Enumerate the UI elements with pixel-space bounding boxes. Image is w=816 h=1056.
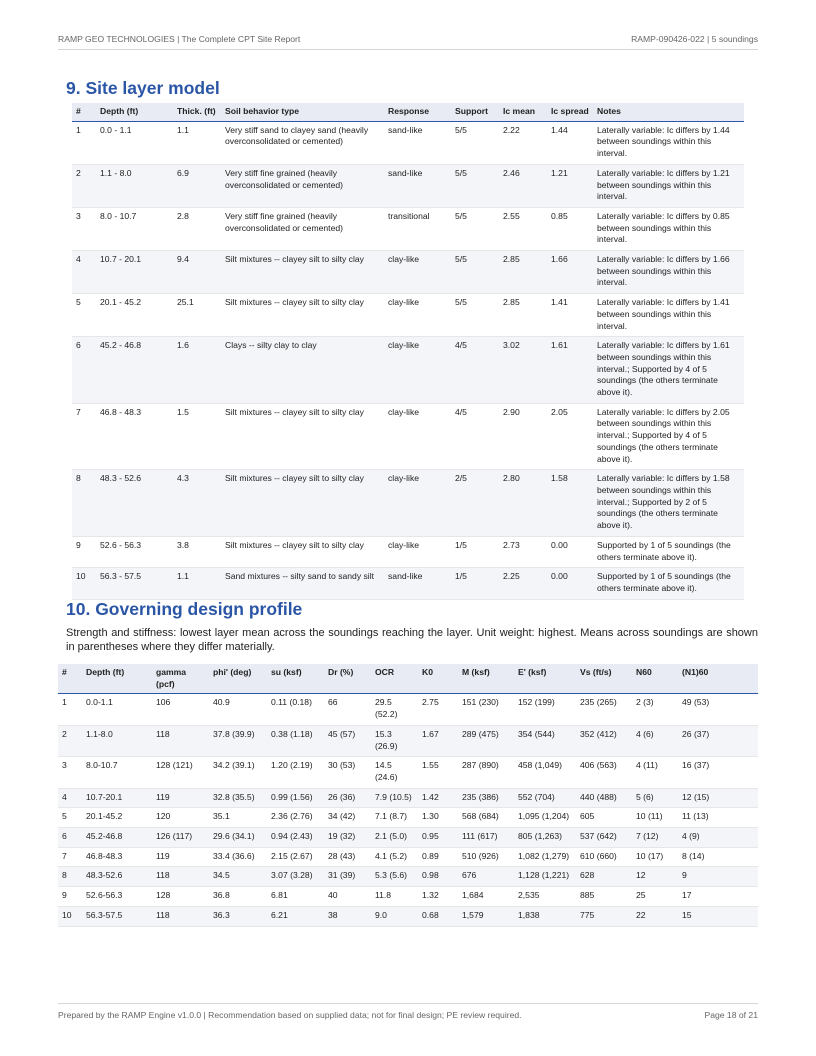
- table-cell: 1,095 (1,204): [514, 808, 576, 828]
- table-cell: Laterally variable: Ic differs by 1.58 between soundings within this interval.; Supported by 2 of 5 soundings (the others terminate above it).: [593, 470, 744, 537]
- table-cell: 552 (704): [514, 788, 576, 808]
- table-cell: 1.30: [418, 808, 458, 828]
- table-cell: 1.66: [547, 251, 593, 294]
- table-cell: sand-like: [384, 164, 451, 207]
- table-cell: 25.1: [173, 294, 221, 337]
- table-cell: 37.8 (39.9): [209, 725, 267, 756]
- table-cell: 9.4: [173, 251, 221, 294]
- table-cell: 2 (3): [632, 694, 678, 725]
- table-cell: 152 (199): [514, 694, 576, 725]
- table-cell: 537 (642): [576, 828, 632, 848]
- table-cell: 8: [58, 867, 82, 887]
- profile-row: [58, 847, 758, 867]
- table-cell: Very stiff fine grained (heavily overconsolidated or cemented): [221, 207, 384, 250]
- table-cell: 4.1 (5.2): [371, 847, 418, 867]
- table-cell: 46.8-48.3: [82, 847, 152, 867]
- table-cell: 0.00: [547, 568, 593, 599]
- table-cell: 45 (57): [324, 725, 371, 756]
- table-cell: clay-like: [384, 403, 451, 470]
- table-cell: clay-like: [384, 536, 451, 567]
- table-cell: 151 (230): [458, 694, 514, 725]
- table-cell: 9.0: [371, 906, 418, 926]
- table-cell: 235 (265): [576, 694, 632, 725]
- table-cell: Silt mixtures -- clayey silt to silty clay: [221, 470, 384, 537]
- table-cell: Laterally variable: Ic differs by 0.85 between soundings within this interval.: [593, 207, 744, 250]
- table-cell: 2,535: [514, 887, 576, 907]
- table-cell: 106: [152, 694, 209, 725]
- column-header: #: [58, 664, 82, 694]
- header-left: RAMP GEO TECHNOLOGIES | The Complete CPT Site Report: [58, 34, 301, 44]
- table-cell: 0.98: [418, 867, 458, 887]
- table-cell: 66: [324, 694, 371, 725]
- table-cell: 40: [324, 887, 371, 907]
- column-header: Response: [384, 103, 451, 121]
- table-cell: Laterally variable: Ic differs by 2.05 between soundings within this interval.; Supported by 4 of 5 soundings (the others terminate above it).: [593, 403, 744, 470]
- table-cell: 0.0 - 1.1: [96, 121, 173, 164]
- table-cell: 2.90: [499, 403, 547, 470]
- table-cell: clay-like: [384, 470, 451, 537]
- column-header: OCR: [371, 664, 418, 694]
- table-cell: 1,082 (1,279): [514, 847, 576, 867]
- table-cell: 7: [58, 847, 82, 867]
- table-cell: 8.0 - 10.7: [96, 207, 173, 250]
- table-cell: sand-like: [384, 568, 451, 599]
- table-cell: 8: [72, 470, 96, 537]
- table-cell: 36.3: [209, 906, 267, 926]
- footer-divider: [58, 1003, 758, 1004]
- layer-row: [72, 568, 744, 599]
- table-cell: 34.2 (39.1): [209, 757, 267, 788]
- profile-row: [58, 694, 758, 725]
- table-cell: 1.1: [173, 121, 221, 164]
- table-cell: 3.07 (3.28): [267, 867, 324, 887]
- column-header: gamma (pcf): [152, 664, 209, 694]
- table-cell: clay-like: [384, 251, 451, 294]
- table-cell: 48.3 - 52.6: [96, 470, 173, 537]
- column-header: E' (ksf): [514, 664, 576, 694]
- column-header: Vs (ft/s): [576, 664, 632, 694]
- table-cell: 1.1-8.0: [82, 725, 152, 756]
- table-cell: 29.5 (52.2): [371, 694, 418, 725]
- table-cell: 12 (15): [678, 788, 758, 808]
- table-cell: 1.21: [547, 164, 593, 207]
- table-cell: 7: [72, 403, 96, 470]
- table-cell: 119: [152, 788, 209, 808]
- table-cell: 6: [72, 337, 96, 404]
- table-cell: Supported by 1 of 5 soundings (the others terminate above it).: [593, 536, 744, 567]
- header-divider: [58, 49, 758, 50]
- table-cell: 45.2-46.8: [82, 828, 152, 848]
- table-cell: 128 (121): [152, 757, 209, 788]
- table-cell: 46.8 - 48.3: [96, 403, 173, 470]
- column-header: Thick. (ft): [173, 103, 221, 121]
- table-cell: 119: [152, 847, 209, 867]
- layer-row: [72, 164, 744, 207]
- table-cell: 458 (1,049): [514, 757, 576, 788]
- table-cell: 0.68: [418, 906, 458, 926]
- table-cell: 20.1-45.2: [82, 808, 152, 828]
- table-cell: 56.3-57.5: [82, 906, 152, 926]
- design-profile-header-row: [58, 664, 758, 694]
- table-cell: 4: [58, 788, 82, 808]
- table-cell: 52.6 - 56.3: [96, 536, 173, 567]
- table-cell: 4: [72, 251, 96, 294]
- table-cell: 1,128 (1,221): [514, 867, 576, 887]
- profile-row: [58, 867, 758, 887]
- table-cell: 5.3 (5.6): [371, 867, 418, 887]
- profile-row: [58, 757, 758, 788]
- table-cell: 0.0-1.1: [82, 694, 152, 725]
- table-cell: 2.25: [499, 568, 547, 599]
- section-9-title: 9. Site layer model: [66, 78, 220, 98]
- table-cell: 26 (37): [678, 725, 758, 756]
- table-cell: 1,838: [514, 906, 576, 926]
- table-cell: 16 (37): [678, 757, 758, 788]
- site-layer-header-row: [72, 103, 744, 121]
- profile-row: [58, 887, 758, 907]
- table-cell: 0.95: [418, 828, 458, 848]
- table-cell: 9: [678, 867, 758, 887]
- profile-row: [58, 808, 758, 828]
- table-cell: 11.8: [371, 887, 418, 907]
- table-cell: 30 (53): [324, 757, 371, 788]
- table-cell: 0.85: [547, 207, 593, 250]
- table-cell: 1/5: [451, 568, 499, 599]
- table-cell: clay-like: [384, 294, 451, 337]
- column-header: (N1)60: [678, 664, 758, 694]
- table-cell: 0.94 (2.43): [267, 828, 324, 848]
- table-cell: Silt mixtures -- clayey silt to silty clay: [221, 536, 384, 567]
- table-cell: 235 (386): [458, 788, 514, 808]
- table-cell: 38: [324, 906, 371, 926]
- table-cell: 2: [58, 725, 82, 756]
- table-cell: 628: [576, 867, 632, 887]
- table-cell: 1.1: [173, 568, 221, 599]
- table-cell: 5: [58, 808, 82, 828]
- table-cell: 32.8 (35.5): [209, 788, 267, 808]
- table-cell: 52.6-56.3: [82, 887, 152, 907]
- table-cell: 0.38 (1.18): [267, 725, 324, 756]
- table-cell: Sand mixtures -- silty sand to sandy silt: [221, 568, 384, 599]
- column-header: Depth (ft): [96, 103, 173, 121]
- column-header: Soil behavior type: [221, 103, 384, 121]
- table-cell: 2.85: [499, 294, 547, 337]
- table-cell: 3: [72, 207, 96, 250]
- table-cell: Laterally variable: Ic differs by 1.66 between soundings within this interval.: [593, 251, 744, 294]
- layer-row: [72, 207, 744, 250]
- table-cell: Very stiff fine grained (heavily overconsolidated or cemented): [221, 164, 384, 207]
- profile-row: [58, 725, 758, 756]
- table-cell: 10 (11): [632, 808, 678, 828]
- table-cell: 2.15 (2.67): [267, 847, 324, 867]
- table-cell: 49 (53): [678, 694, 758, 725]
- table-cell: 3.8: [173, 536, 221, 567]
- table-cell: 0.00: [547, 536, 593, 567]
- table-cell: 48.3-52.6: [82, 867, 152, 887]
- table-cell: 775: [576, 906, 632, 926]
- table-cell: Laterally variable: Ic differs by 1.21 between soundings within this interval.: [593, 164, 744, 207]
- table-cell: 10.7 - 20.1: [96, 251, 173, 294]
- column-header: phi' (deg): [209, 664, 267, 694]
- table-cell: transitional: [384, 207, 451, 250]
- column-header: K0: [418, 664, 458, 694]
- table-cell: 5/5: [451, 121, 499, 164]
- layer-row: [72, 294, 744, 337]
- table-cell: 2.80: [499, 470, 547, 537]
- table-cell: 22: [632, 906, 678, 926]
- table-cell: 8.0-10.7: [82, 757, 152, 788]
- table-cell: 9: [72, 536, 96, 567]
- column-header: Ic mean: [499, 103, 547, 121]
- table-cell: 1.67: [418, 725, 458, 756]
- table-cell: 2.55: [499, 207, 547, 250]
- layer-row: [72, 337, 744, 404]
- table-cell: 2.73: [499, 536, 547, 567]
- table-cell: 7 (12): [632, 828, 678, 848]
- table-cell: 1.5: [173, 403, 221, 470]
- table-cell: 3.02: [499, 337, 547, 404]
- table-cell: 676: [458, 867, 514, 887]
- table-cell: 805 (1,263): [514, 828, 576, 848]
- column-header: #: [72, 103, 96, 121]
- table-cell: 289 (475): [458, 725, 514, 756]
- table-cell: 406 (563): [576, 757, 632, 788]
- table-cell: clay-like: [384, 337, 451, 404]
- table-cell: 2.8: [173, 207, 221, 250]
- table-cell: Laterally variable: Ic differs by 1.41 between soundings within this interval.: [593, 294, 744, 337]
- table-cell: 2.85: [499, 251, 547, 294]
- table-cell: 0.99 (1.56): [267, 788, 324, 808]
- table-cell: 440 (488): [576, 788, 632, 808]
- table-cell: 120: [152, 808, 209, 828]
- table-cell: 6: [58, 828, 82, 848]
- column-header: N60: [632, 664, 678, 694]
- table-cell: 45.2 - 46.8: [96, 337, 173, 404]
- table-cell: 56.3 - 57.5: [96, 568, 173, 599]
- table-cell: 20.1 - 45.2: [96, 294, 173, 337]
- table-cell: 1: [72, 121, 96, 164]
- table-cell: 2.46: [499, 164, 547, 207]
- table-cell: 10 (17): [632, 847, 678, 867]
- column-header: su (ksf): [267, 664, 324, 694]
- table-cell: 25: [632, 887, 678, 907]
- table-cell: 1.41: [547, 294, 593, 337]
- profile-row: [58, 788, 758, 808]
- profile-row: [58, 906, 758, 926]
- table-cell: 6.21: [267, 906, 324, 926]
- table-cell: 1.58: [547, 470, 593, 537]
- table-cell: 287 (890): [458, 757, 514, 788]
- table-cell: 3: [58, 757, 82, 788]
- column-header: Support: [451, 103, 499, 121]
- table-cell: 354 (544): [514, 725, 576, 756]
- table-cell: 118: [152, 906, 209, 926]
- table-cell: 1,579: [458, 906, 514, 926]
- table-cell: 5/5: [451, 251, 499, 294]
- table-cell: 2.75: [418, 694, 458, 725]
- table-cell: Silt mixtures -- clayey silt to silty clay: [221, 294, 384, 337]
- table-cell: 128: [152, 887, 209, 907]
- column-header: M (ksf): [458, 664, 514, 694]
- table-cell: 9: [58, 887, 82, 907]
- table-cell: 0.11 (0.18): [267, 694, 324, 725]
- table-cell: 6.81: [267, 887, 324, 907]
- table-cell: 1.61: [547, 337, 593, 404]
- table-cell: 1.55: [418, 757, 458, 788]
- table-cell: 10.7-20.1: [82, 788, 152, 808]
- table-cell: 5/5: [451, 294, 499, 337]
- table-cell: 1.44: [547, 121, 593, 164]
- table-cell: 2.22: [499, 121, 547, 164]
- table-cell: 111 (617): [458, 828, 514, 848]
- table-cell: 26 (36): [324, 788, 371, 808]
- layer-row: [72, 470, 744, 537]
- table-cell: 31 (39): [324, 867, 371, 887]
- site-layer-table: [72, 103, 744, 600]
- layer-row: [72, 536, 744, 567]
- column-header: Depth (ft): [82, 664, 152, 694]
- table-cell: 10: [72, 568, 96, 599]
- table-cell: 4 (9): [678, 828, 758, 848]
- column-header: Notes: [593, 103, 744, 121]
- table-cell: 2: [72, 164, 96, 207]
- table-cell: 4 (6): [632, 725, 678, 756]
- table-cell: 885: [576, 887, 632, 907]
- table-cell: Very stiff sand to clayey sand (heavily overconsolidated or cemented): [221, 121, 384, 164]
- table-cell: 34.5: [209, 867, 267, 887]
- table-cell: 7.9 (10.5): [371, 788, 418, 808]
- table-cell: 35.1: [209, 808, 267, 828]
- table-cell: 15: [678, 906, 758, 926]
- table-cell: sand-like: [384, 121, 451, 164]
- table-cell: 610 (660): [576, 847, 632, 867]
- table-cell: 2.36 (2.76): [267, 808, 324, 828]
- table-cell: 5/5: [451, 207, 499, 250]
- column-header: Dr (%): [324, 664, 371, 694]
- table-cell: 6.9: [173, 164, 221, 207]
- table-cell: 8 (14): [678, 847, 758, 867]
- table-cell: 34 (42): [324, 808, 371, 828]
- table-cell: 1.6: [173, 337, 221, 404]
- table-cell: 5: [72, 294, 96, 337]
- column-header: Ic spread: [547, 103, 593, 121]
- table-cell: 36.8: [209, 887, 267, 907]
- table-cell: 29.6 (34.1): [209, 828, 267, 848]
- table-cell: 510 (926): [458, 847, 514, 867]
- table-cell: 5/5: [451, 164, 499, 207]
- table-cell: 568 (684): [458, 808, 514, 828]
- table-cell: 4.3: [173, 470, 221, 537]
- profile-row: [58, 828, 758, 848]
- table-cell: 352 (412): [576, 725, 632, 756]
- footer-left: Prepared by the RAMP Engine v1.0.0 | Recommendation based on supplied data; not for final design; PE review required.: [58, 1010, 522, 1020]
- table-cell: Clays -- silty clay to clay: [221, 337, 384, 404]
- table-cell: 14.5 (24.6): [371, 757, 418, 788]
- layer-row: [72, 251, 744, 294]
- header-right: RAMP-090426-022 | 5 soundings: [631, 34, 758, 44]
- table-cell: 2/5: [451, 470, 499, 537]
- table-cell: 11 (13): [678, 808, 758, 828]
- table-cell: Silt mixtures -- clayey silt to silty clay: [221, 251, 384, 294]
- table-cell: 1.42: [418, 788, 458, 808]
- design-profile-table: [58, 664, 758, 927]
- table-cell: 4/5: [451, 337, 499, 404]
- page-header: [58, 34, 758, 48]
- table-cell: 40.9: [209, 694, 267, 725]
- table-cell: 12: [632, 867, 678, 887]
- table-cell: 2.1 (5.0): [371, 828, 418, 848]
- footer-page-number: Page 18 of 21: [704, 1010, 758, 1020]
- table-cell: 10: [58, 906, 82, 926]
- table-cell: 1,684: [458, 887, 514, 907]
- table-cell: Silt mixtures -- clayey silt to silty clay: [221, 403, 384, 470]
- section-10-intro: Strength and stiffness: lowest layer mean across the soundings reaching the layer. Unit weight: highest. Means across soundings are shown in parentheses where they differ materially.: [66, 627, 758, 653]
- table-cell: 1/5: [451, 536, 499, 567]
- table-cell: Laterally variable: Ic differs by 1.61 between soundings within this interval.; Supported by 4 of 5 soundings (the others terminate above it).: [593, 337, 744, 404]
- section-10-title: 10. Governing design profile: [66, 599, 303, 619]
- table-cell: 7.1 (8.7): [371, 808, 418, 828]
- table-cell: 126 (117): [152, 828, 209, 848]
- table-cell: 4/5: [451, 403, 499, 470]
- table-cell: 5 (6): [632, 788, 678, 808]
- table-cell: 118: [152, 867, 209, 887]
- table-cell: 1.20 (2.19): [267, 757, 324, 788]
- table-cell: 4 (11): [632, 757, 678, 788]
- table-cell: 1: [58, 694, 82, 725]
- table-cell: 1.1 - 8.0: [96, 164, 173, 207]
- table-cell: 0.89: [418, 847, 458, 867]
- table-cell: 33.4 (36.6): [209, 847, 267, 867]
- table-cell: 605: [576, 808, 632, 828]
- table-cell: 19 (32): [324, 828, 371, 848]
- table-cell: Laterally variable: Ic differs by 1.44 between soundings within this interval.: [593, 121, 744, 164]
- layer-row: [72, 403, 744, 470]
- table-cell: 1.32: [418, 887, 458, 907]
- table-cell: 28 (43): [324, 847, 371, 867]
- table-cell: 2.05: [547, 403, 593, 470]
- table-cell: 118: [152, 725, 209, 756]
- table-cell: 17: [678, 887, 758, 907]
- table-cell: Supported by 1 of 5 soundings (the others terminate above it).: [593, 568, 744, 599]
- table-cell: 15.3 (26.9): [371, 725, 418, 756]
- layer-row: [72, 121, 744, 164]
